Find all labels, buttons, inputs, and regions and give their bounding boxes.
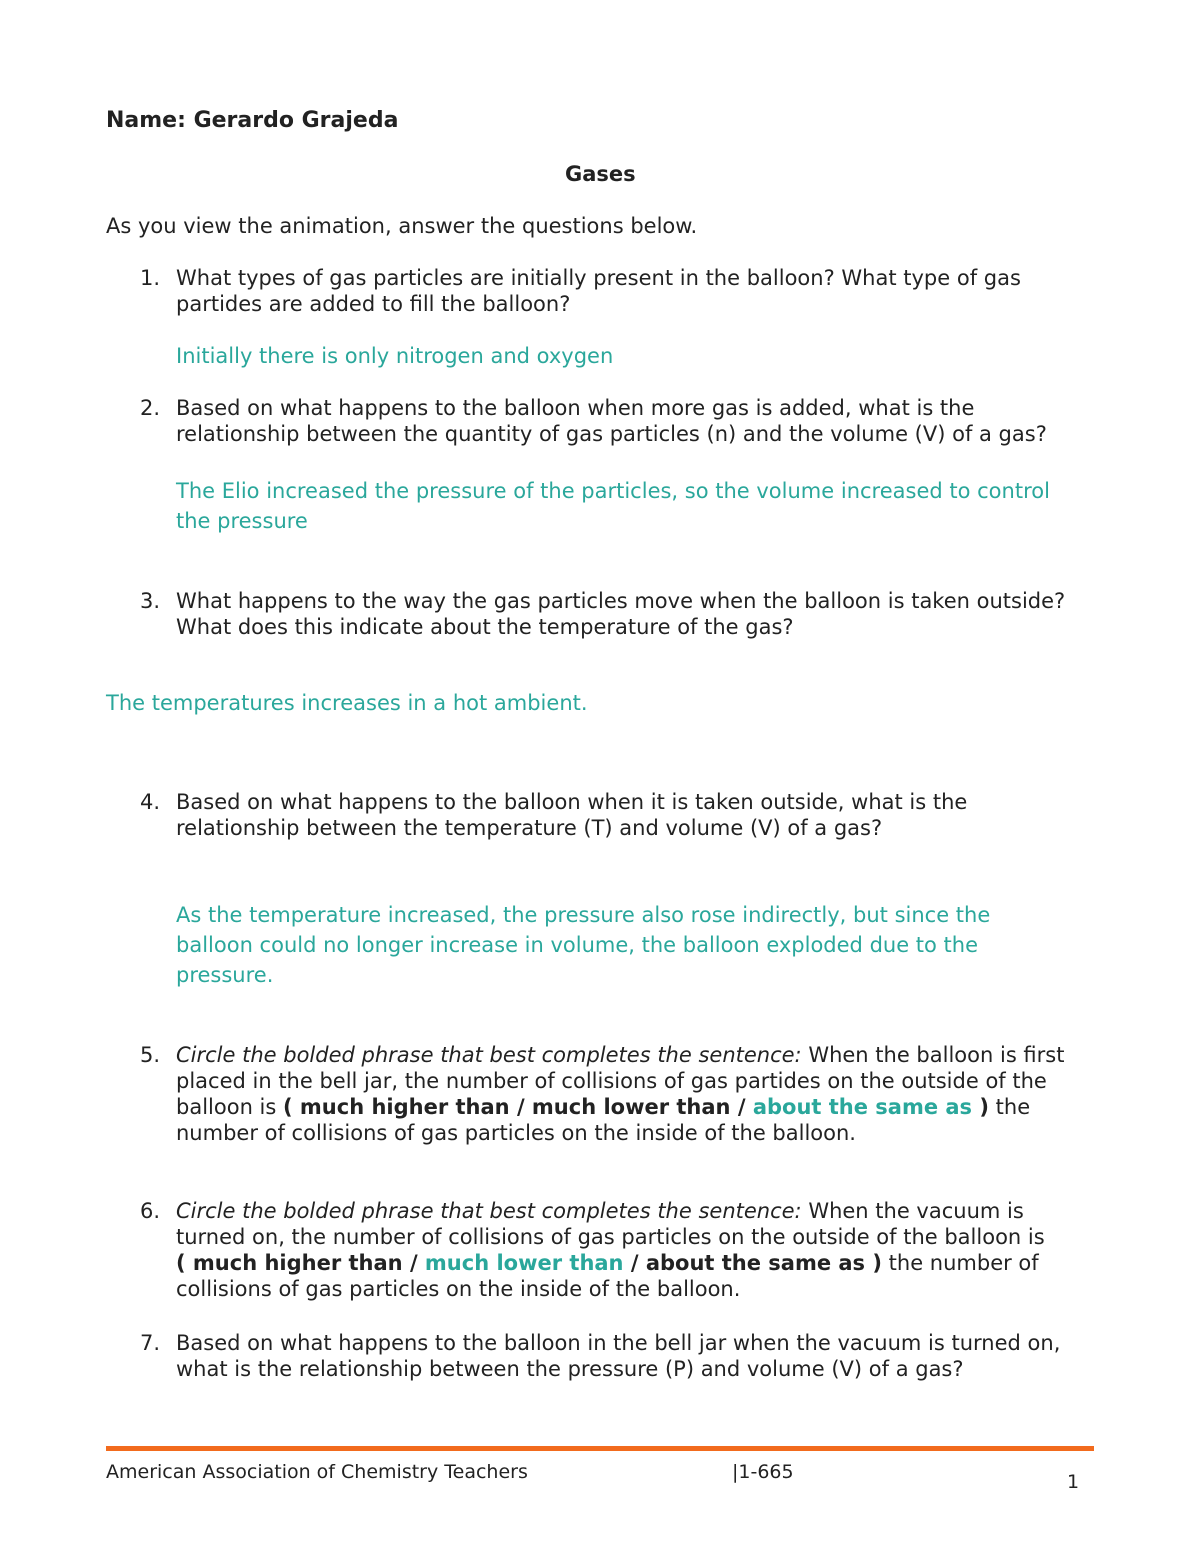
question-line: relationship between the temperature (T) and volume (V) of a gas? [176, 816, 883, 840]
instructions: As you view the animation, answer the questions below. [106, 214, 698, 238]
answer-1 [176, 343, 1116, 369]
question-line: Based on what happens to the balloon when more gas is added, what is the [176, 396, 975, 420]
question-instruction: Circle the bolded phrase that best completes the sentence: [176, 1199, 802, 1223]
question-2-text [176, 395, 1116, 447]
paren-open: ( [176, 1251, 186, 1275]
footer-org: American Association of Chemistry Teachers [106, 1461, 528, 1483]
option-separator: / [737, 1095, 753, 1119]
paren-close: ) [865, 1251, 882, 1275]
question-line: Based on what happens to the balloon when it is taken outside, what is the [176, 790, 968, 814]
option-much-higher[interactable]: much higher than [292, 1095, 517, 1119]
question-number: 7. [140, 1331, 161, 1355]
page-title: Gases [565, 162, 636, 186]
option-about-same-selected[interactable]: about the same as [752, 1095, 973, 1119]
option-separator: / [516, 1095, 525, 1119]
question-line: partides are added to fill the balloon? [176, 292, 571, 316]
answer-4 [176, 900, 1116, 990]
question-number: 6. [140, 1199, 161, 1223]
answer-line: Initially there is only nitrogen and oxygen [176, 344, 614, 368]
question-number: 2. [140, 396, 161, 420]
footer-rule [106, 1446, 1094, 1451]
answer-line: As the temperature increased, the pressure also rose indirectly, but since the [176, 903, 991, 927]
option-separator: / [623, 1251, 646, 1275]
name-line [106, 108, 398, 134]
question-line [176, 1094, 1116, 1120]
answer-line: The Elio increased the pressure of the particles, so the volume increased to control [176, 479, 1050, 503]
question-line: number of collisions of gas particles on the inside of the balloon. [176, 1121, 856, 1145]
question-1-text [176, 265, 1116, 317]
question-text: When the balloon is first [801, 1043, 1065, 1067]
question-number: 3. [140, 589, 161, 613]
question-line: turned on, the number of collisions of gas particles on the outside of the balloon is [176, 1225, 1045, 1249]
question-line [176, 1198, 1116, 1224]
question-line: What does this indicate about the temperature of the gas? [176, 615, 794, 639]
answer-2 [176, 476, 1116, 536]
question-line [176, 1042, 1116, 1068]
question-3-text [176, 588, 1116, 640]
question-line: What happens to the way the gas particles move when the balloon is taken outside? [176, 589, 1066, 613]
footer-code: |1-665 [732, 1461, 794, 1483]
name-label: Name: [106, 108, 186, 133]
option-about-same[interactable]: about the same as [645, 1251, 866, 1275]
question-5-text [176, 1042, 1116, 1146]
answer-line: the pressure [176, 509, 308, 533]
question-line: Based on what happens to the balloon in the bell jar when the vacuum is turned on, [176, 1331, 1061, 1355]
question-text: the number of [881, 1251, 1039, 1275]
question-text: When the vacuum is [801, 1199, 1024, 1223]
question-7-text [176, 1330, 1116, 1382]
question-line: placed in the bell jar, the number of collisions of gas partides on the outside of the [176, 1069, 1047, 1093]
page-number: 1 [1067, 1471, 1080, 1493]
question-line: what is the relationship between the pressure (P) and volume (V) of a gas? [176, 1357, 964, 1381]
question-text: balloon is [176, 1095, 283, 1119]
question-number: 4. [140, 790, 161, 814]
question-instruction: Circle the bolded phrase that best completes the sentence: [176, 1043, 802, 1067]
question-text: the [988, 1095, 1031, 1119]
question-number: 5. [140, 1043, 161, 1067]
question-line: What types of gas particles are initially present in the balloon? What type of gas [176, 266, 1021, 290]
question-6-text [176, 1198, 1116, 1302]
question-line: relationship between the quantity of gas particles (n) and the volume (V) of a gas? [176, 422, 1047, 446]
answer-3: The temperatures increases in a hot ambient. [106, 691, 588, 715]
question-number: 1. [140, 266, 161, 290]
paren-open: ( [283, 1095, 293, 1119]
student-name: Gerardo Grajeda [193, 108, 399, 133]
paren-close: ) [972, 1095, 989, 1119]
question-4-text [176, 789, 1116, 841]
answer-line: balloon could no longer increase in volume, the balloon exploded due to the [176, 933, 979, 957]
option-much-lower-selected[interactable]: much lower than [424, 1251, 624, 1275]
question-line [176, 1250, 1116, 1276]
option-much-higher[interactable]: much higher than [185, 1251, 410, 1275]
option-much-lower[interactable]: much lower than [524, 1095, 738, 1119]
answer-line: pressure. [176, 963, 274, 987]
option-separator: / [409, 1251, 425, 1275]
question-line: collisions of gas particles on the inside of the balloon. [176, 1277, 741, 1301]
